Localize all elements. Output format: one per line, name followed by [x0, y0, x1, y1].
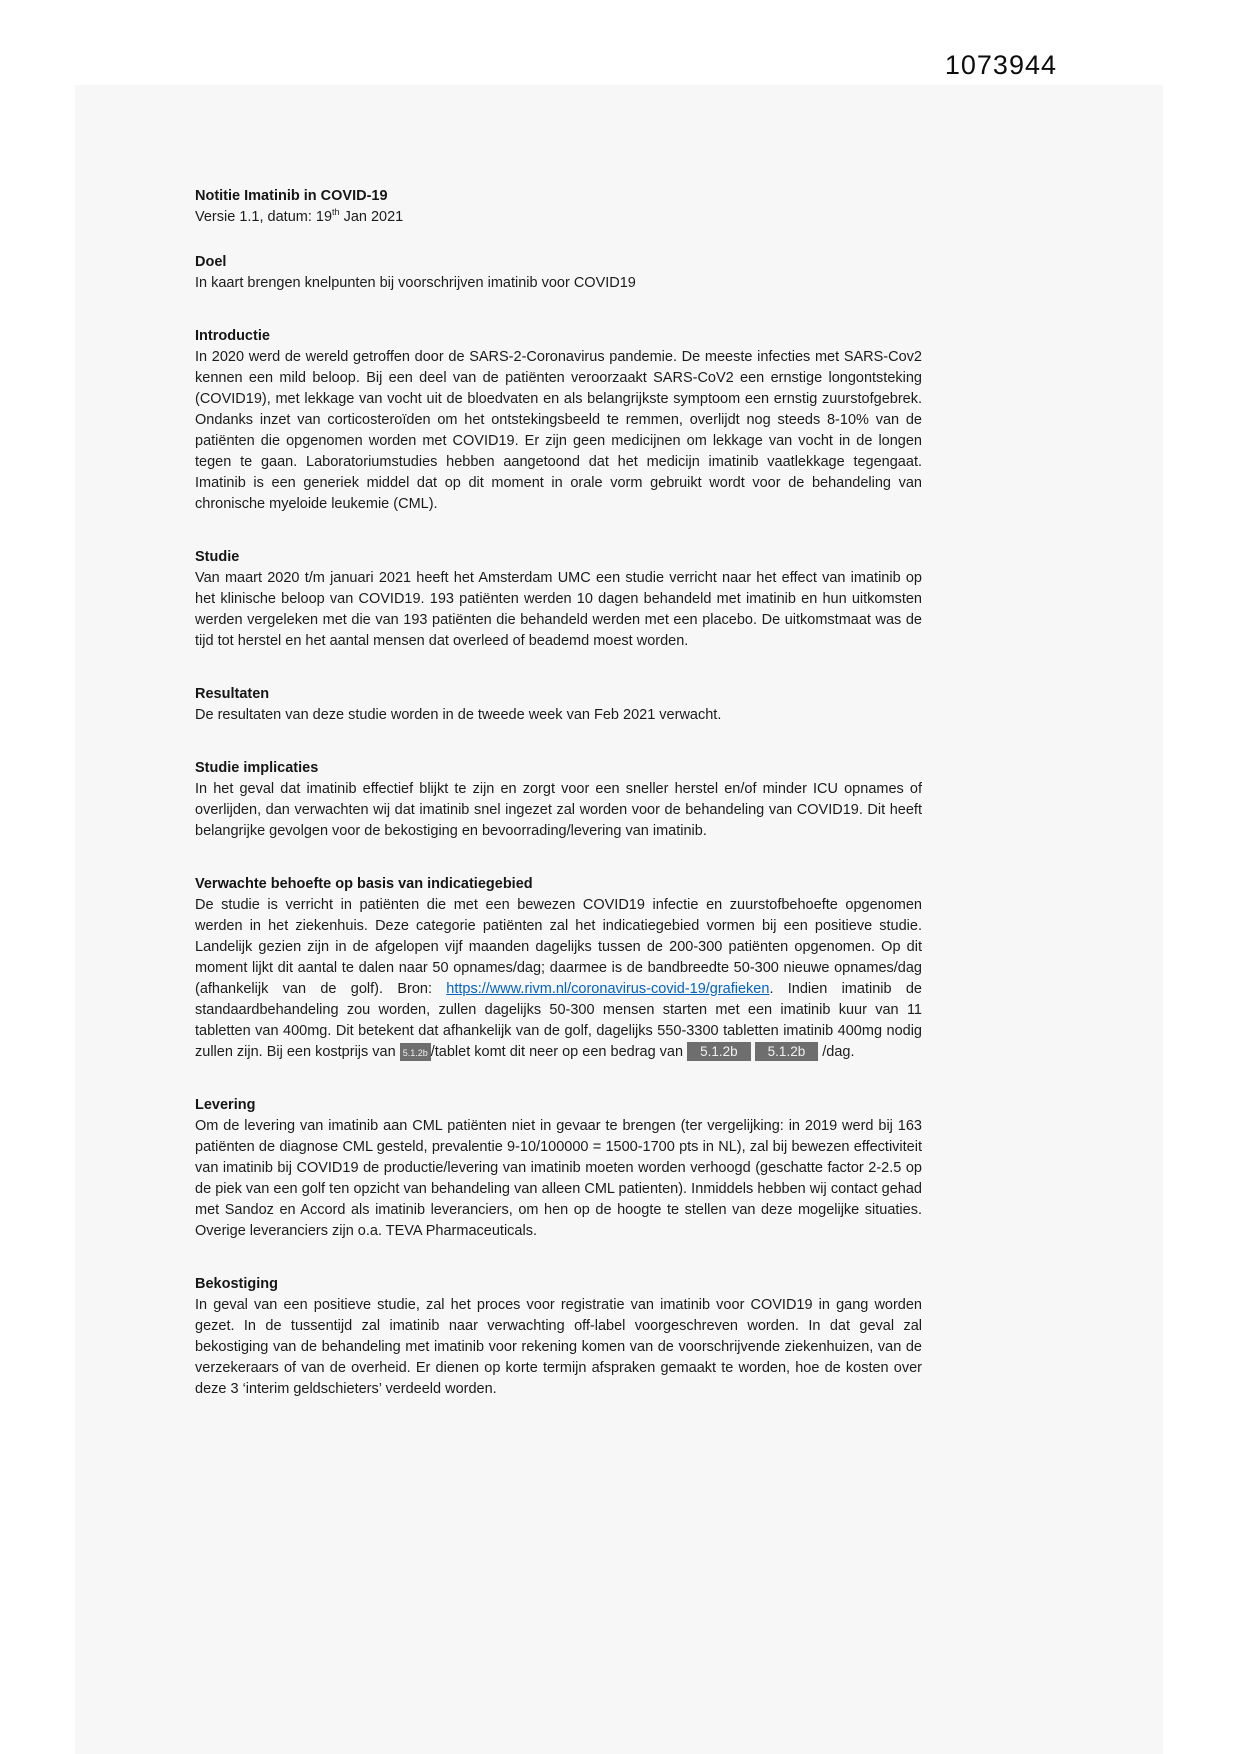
verwachte-behoefte-text-between-redactions: /tablet komt dit neer op een bedrag van	[430, 1044, 688, 1060]
section-studie-heading: Studie	[195, 549, 240, 565]
redaction-box-kostprijs: 5.1.2b	[400, 1043, 431, 1061]
verwachte-behoefte-text-end: /dag.	[822, 1044, 855, 1060]
verwachte-behoefte-text-after-link: . Indien imatinib de standaardbehandeling zou worden, zullen dagelijks 50-300 mensen starten met een imatinib kuur van 11 tabletten van 400mg. Dit betekent dat afhankelijk van de golf, dagelijks 550-3300 tabletten imatinib 400mg nodig zullen zijn. Bij een kostprijs van	[195, 981, 922, 1060]
section-verwachte-behoefte	[195, 874, 922, 1063]
section-studie-body: Van maart 2020 t/m januari 2021 heeft het Amsterdam UMC een studie verricht naar het effect van imatinib op het klinische beloop van COVID19. 193 patiënten werden 10 dagen behandeld met imatinib en hun uitkomsten werden vergeleken met die van 193 patiënten die behandeld werden met een placebo. De uitkomstmaat was de tijd tot herstel en het aantal mensen dat overleed of beademd moest worden.	[195, 570, 922, 649]
redaction-box-bedrag-1: 5.1.2b	[687, 1042, 751, 1061]
document-title: Notitie Imatinib in COVID-19	[195, 188, 388, 204]
ordinal-superscript: th	[332, 207, 340, 218]
section-studie	[195, 547, 922, 652]
rivm-grafieken-link[interactable]: https://www.rivm.nl/coronavirus-covid-19/grafieken	[446, 981, 770, 997]
verwachte-behoefte-text-before-link: De studie is verricht in patiënten die met een bewezen COVID19 infectie en zuurstofbehoefte opgenomen werden in het ziekenhuis. Deze categorie patiënten zal het indicatiegebied vormen bij een positieve studie. Landelijk gezien zijn in de afgelopen vijf maanden dagelijks tussen de 200-300 patiënten opgenomen. Op dit moment lijkt dit aantal te dalen naar 50 opnames/dag; daarmee is de bandbreedte 50-300 nieuwe opnames/dag (afhankelijk van de golf). Bron:	[195, 897, 922, 997]
section-introductie-heading: Introductie	[195, 328, 270, 344]
section-bekostiging-heading: Bekostiging	[195, 1276, 278, 1292]
section-resultaten	[195, 684, 922, 726]
section-levering-body: Om de levering van imatinib aan CML patiënten niet in gevaar te brengen (ter vergelijking: in 2019 werd bij 163 patiënten de diagnose CML gesteld, prevalentie 9-10/100000 = 1500-1700 pts in NL), zal bij bewezen effectiviteit van imatinib bij COVID19 de productie/levering van imatinib moeten worden verhoogd (geschatte factor 2-2.5 op de piek van een golf ten opzicht van behandeling van alleen CML patienten). Inmiddels hebben wij contact gehad met Sandoz en Accord als imatinib leveranciers, om hen op de hoogte te stellen van deze mogelijke situaties. Overige leveranciers zijn o.a. TEVA Pharmaceuticals.	[195, 1118, 922, 1239]
version-line-pre: Versie 1.1, datum: 19	[195, 209, 333, 225]
section-bekostiging-body: In geval van een positieve studie, zal het proces voor registratie van imatinib voor COVID19 in gang worden gezet. In de tussentijd zal imatinib naar verwachting off-label voorgeschreven worden. In dat geval zal bekostiging van de behandeling met imatinib voor rekening komen van de voorschrijvende ziekenhuizen, van de verzekeraars of van de overheid. Er dienen op korte termijn afspraken gemaakt te worden, hoe de kosten over deze 3 ‘interim geldschieters’ verdeeld worden.	[195, 1297, 922, 1397]
section-doel-heading: Doel	[195, 254, 227, 270]
section-verwachte-behoefte-body	[195, 895, 922, 1063]
section-doel	[195, 252, 922, 294]
section-introductie-body: In 2020 werd de wereld getroffen door de SARS-2-Coronavirus pandemie. De meeste infecties met SARS-Cov2 kennen een mild beloop. Bij een deel van de patiënten veroorzaakt SARS-CoV2 een ernstige longontsteking (COVID19), met lekkage van vocht uit de bloedvaten en als belangrijkste symptoom een ernstig zuurstofgebrek. Ondanks inzet van corticosteroïden om het ontstekingsbeeld te remmen, overlijdt nog steeds 8-10% van de patiënten die opgenomen worden met COVID19. Er zijn geen medicijnen om lekkage van vocht in de longen tegen te gaan. Laboratoriumstudies hebben aangetoond dat het medicijn imatinib vaatlekkage tegengaat. Imatinib is een generiek middel dat op dit moment in orale vorm gebruikt wordt voor de behandeling van chronische myeloide leukemie (CML).	[195, 349, 922, 512]
section-doel-body: In kaart brengen knelpunten bij voorschrijven imatinib voor COVID19	[195, 275, 636, 291]
section-resultaten-body: De resultaten van deze studie worden in de tweede week van Feb 2021 verwacht.	[195, 707, 722, 723]
section-studie-implicaties	[195, 758, 922, 842]
section-studie-implicaties-body: In het geval dat imatinib effectief blijkt te zijn en zorgt voor een sneller herstel en/of minder ICU opnames of overlijden, dan verwachten wij dat imatinib snel ingezet zal worden voor de behandeling van COVID19. Dit heeft belangrijke gevolgen voor de bekostiging en bevoorrading/levering van imatinib.	[195, 781, 922, 839]
page-number: 1073944	[944, 50, 1057, 80]
version-line	[195, 207, 922, 228]
section-levering	[195, 1095, 922, 1242]
document-content	[195, 186, 922, 1400]
section-studie-implicaties-heading: Studie implicaties	[195, 760, 319, 776]
redaction-box-bedrag-2: 5.1.2b	[755, 1042, 819, 1061]
section-bekostiging	[195, 1274, 922, 1400]
section-levering-heading: Levering	[195, 1097, 256, 1113]
section-introductie	[195, 326, 922, 515]
section-verwachte-behoefte-heading: Verwachte behoefte op basis van indicatiegebied	[195, 876, 533, 892]
section-resultaten-heading: Resultaten	[195, 686, 270, 702]
version-line-post: Jan 2021	[339, 209, 404, 225]
